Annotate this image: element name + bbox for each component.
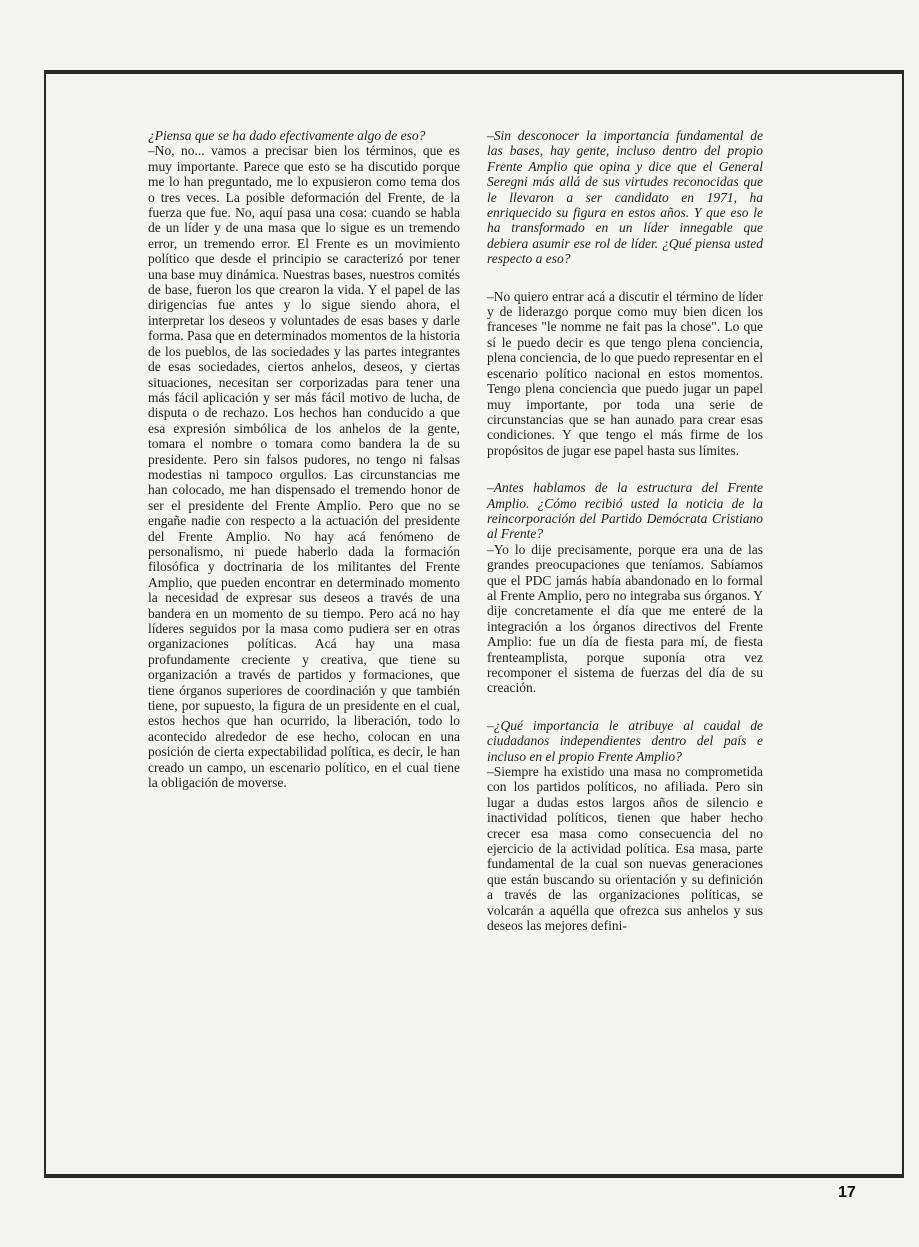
answer-4: –Siempre ha existido una masa no comprometida con los partidos políticos, no afiliada. Pero sin lugar a dudas estos largos años de silencio e inactividad políticos, tienen que haber hecho crecer esa masa como consecuencia del no ejercicio de la actividad política. Esa masa, parte fundamental de la cual son nuevas generaciones que están buscando su orientación y su definición a través de las organizaciones políticas, se volcarán a aquélla que ofrezca sus anhelos y sus deseos las mejores defini-	[487, 764, 763, 934]
right-column	[487, 128, 763, 934]
answer-2: –No quiero entrar acá a discutir el término de líder y de liderazgo porque como muy bien dicen los franceses "le nomme ne fait pas la chose". Lo que sí le puedo decir es que tengo plena conciencia, plena conciencia, de lo que puedo representar en el escenario político nacional en estos momentos. Tengo plena conciencia que puedo jugar un papel muy importante, por toda una serie de circunstancias que se han aunado para crear esas condiciones. Y que tengo el más firme de los propósitos de jugar ese papel hasta sus límites.	[487, 288, 763, 458]
answer-1: –No, no... vamos a precisar bien los términos, que es muy importante. Parece que esto se ha discutido porque me lo han preguntado, me lo expusieron como tema dos o tres veces. La posible deformación del Frente, de la fuerza que fue. No, aquí pasa una cosa: cuando se habla de un líder y de una masa que lo sigue es un tremendo error, un tremendo error. El Frente es un movimiento político que desde el principio se caracterizó por tener una base muy dinámica. Nuestras bases, nuestros comités de base, fueron los que crearon la vida. Y el papel de las dirigencias fue antes y lo sigue siendo ahora, el interpretar los deseos y voluntades de esas bases y darle forma. Pasa que en determinados momentos de la historia de los pueblos, de las sociedades y las partes integrantes de esas sociedades, ciertos anhelos, deseos, y ciertas situaciones, necesitan ser corporizadas para tener una más fácil aplicación y ser más fácil motivo de lucha, de disputa o de rechazo. Los hechos han conducido a que esa expresión simbólica de los anhelos de la gente, tomara el nombre o tomara como bandera la de su presidente. Pero sin falsos pudores, no tengo ni falsas modestias ni tampoco orgullos. Las circunstancias me han colocado, me han dispensado el tremendo honor de ser el presidente del Frente Amplio. Pero que no se engañe nadie con respecto a la actuación del presidente del Frente Amplio. No hay acá fenómeno de personalismo, ni puede haberlo dada la formación filosófica y doctrinaria de los militantes del Frente Amplio, que pueden encontrar en determinado momento la necesidad de expresar sus deseos a través de una bandera en un momento de su tiempo. Pero acá no hay líderes seguidos por la masa como pudiera ser en otras organizaciones políticas. Acá hay una masa profundamente creciente y creativa, que tiene su organización a través de partidos y formaciones, que tiene órganos superiores de coordinación y que también tiene, por supuesto, la figura de un presidente en el cual, estos hechos que han ocurrido, la liberación, todo lo acontecido alrededor de ese hecho, colocan en una posición de cierta expectabilidad política, es decir, le han creado un campo, un escenario político, en el cual tiene la obligación de moverse.	[148, 143, 460, 791]
question-3: –Antes hablamos de la estructura del Frente Amplio. ¿Cómo recibió usted la noticia de la reincorporación del Partido Demócrata Cristiano al Frente?	[487, 480, 763, 542]
left-column	[148, 128, 460, 790]
question-4: –¿Qué importancia le atribuye al caudal de ciudadanos independientes dentro del país e incluso en el propio Frente Amplio?	[487, 717, 763, 764]
question-2: –Sin desconocer la importancia fundamental de las bases, hay gente, incluso dentro del propio Frente Amplio que opina y dice que el General Seregni más allá de sus virtudes reconocidas que le llevaron a ser candidato en 1971, ha enriquecido su figura en estos años. Y que eso le ha transformado en un líder innegable que debiera asumir ese rol de líder. ¿Qué piensa usted respecto a eso?	[487, 128, 763, 267]
page-number: 17	[838, 1184, 856, 1201]
question-1: ¿Piensa que se ha dado efectivamente algo de eso?	[148, 128, 426, 143]
answer-3: –Yo lo dije precisamente, porque era una de las grandes preocupaciones que teníamos. Sabíamos que el PDC jamás había abandonado en lo formal al Frente Amplio, pero no integraba sus órganos. Y dije concretamente el día que me enteré de la integración a los órganos directivos del Frente Amplio: fue un día de fiesta para mí, de fiesta frenteamplista, porque suponía otra vez recomponer el sistema de fuerzas del día de su creación.	[487, 541, 763, 696]
